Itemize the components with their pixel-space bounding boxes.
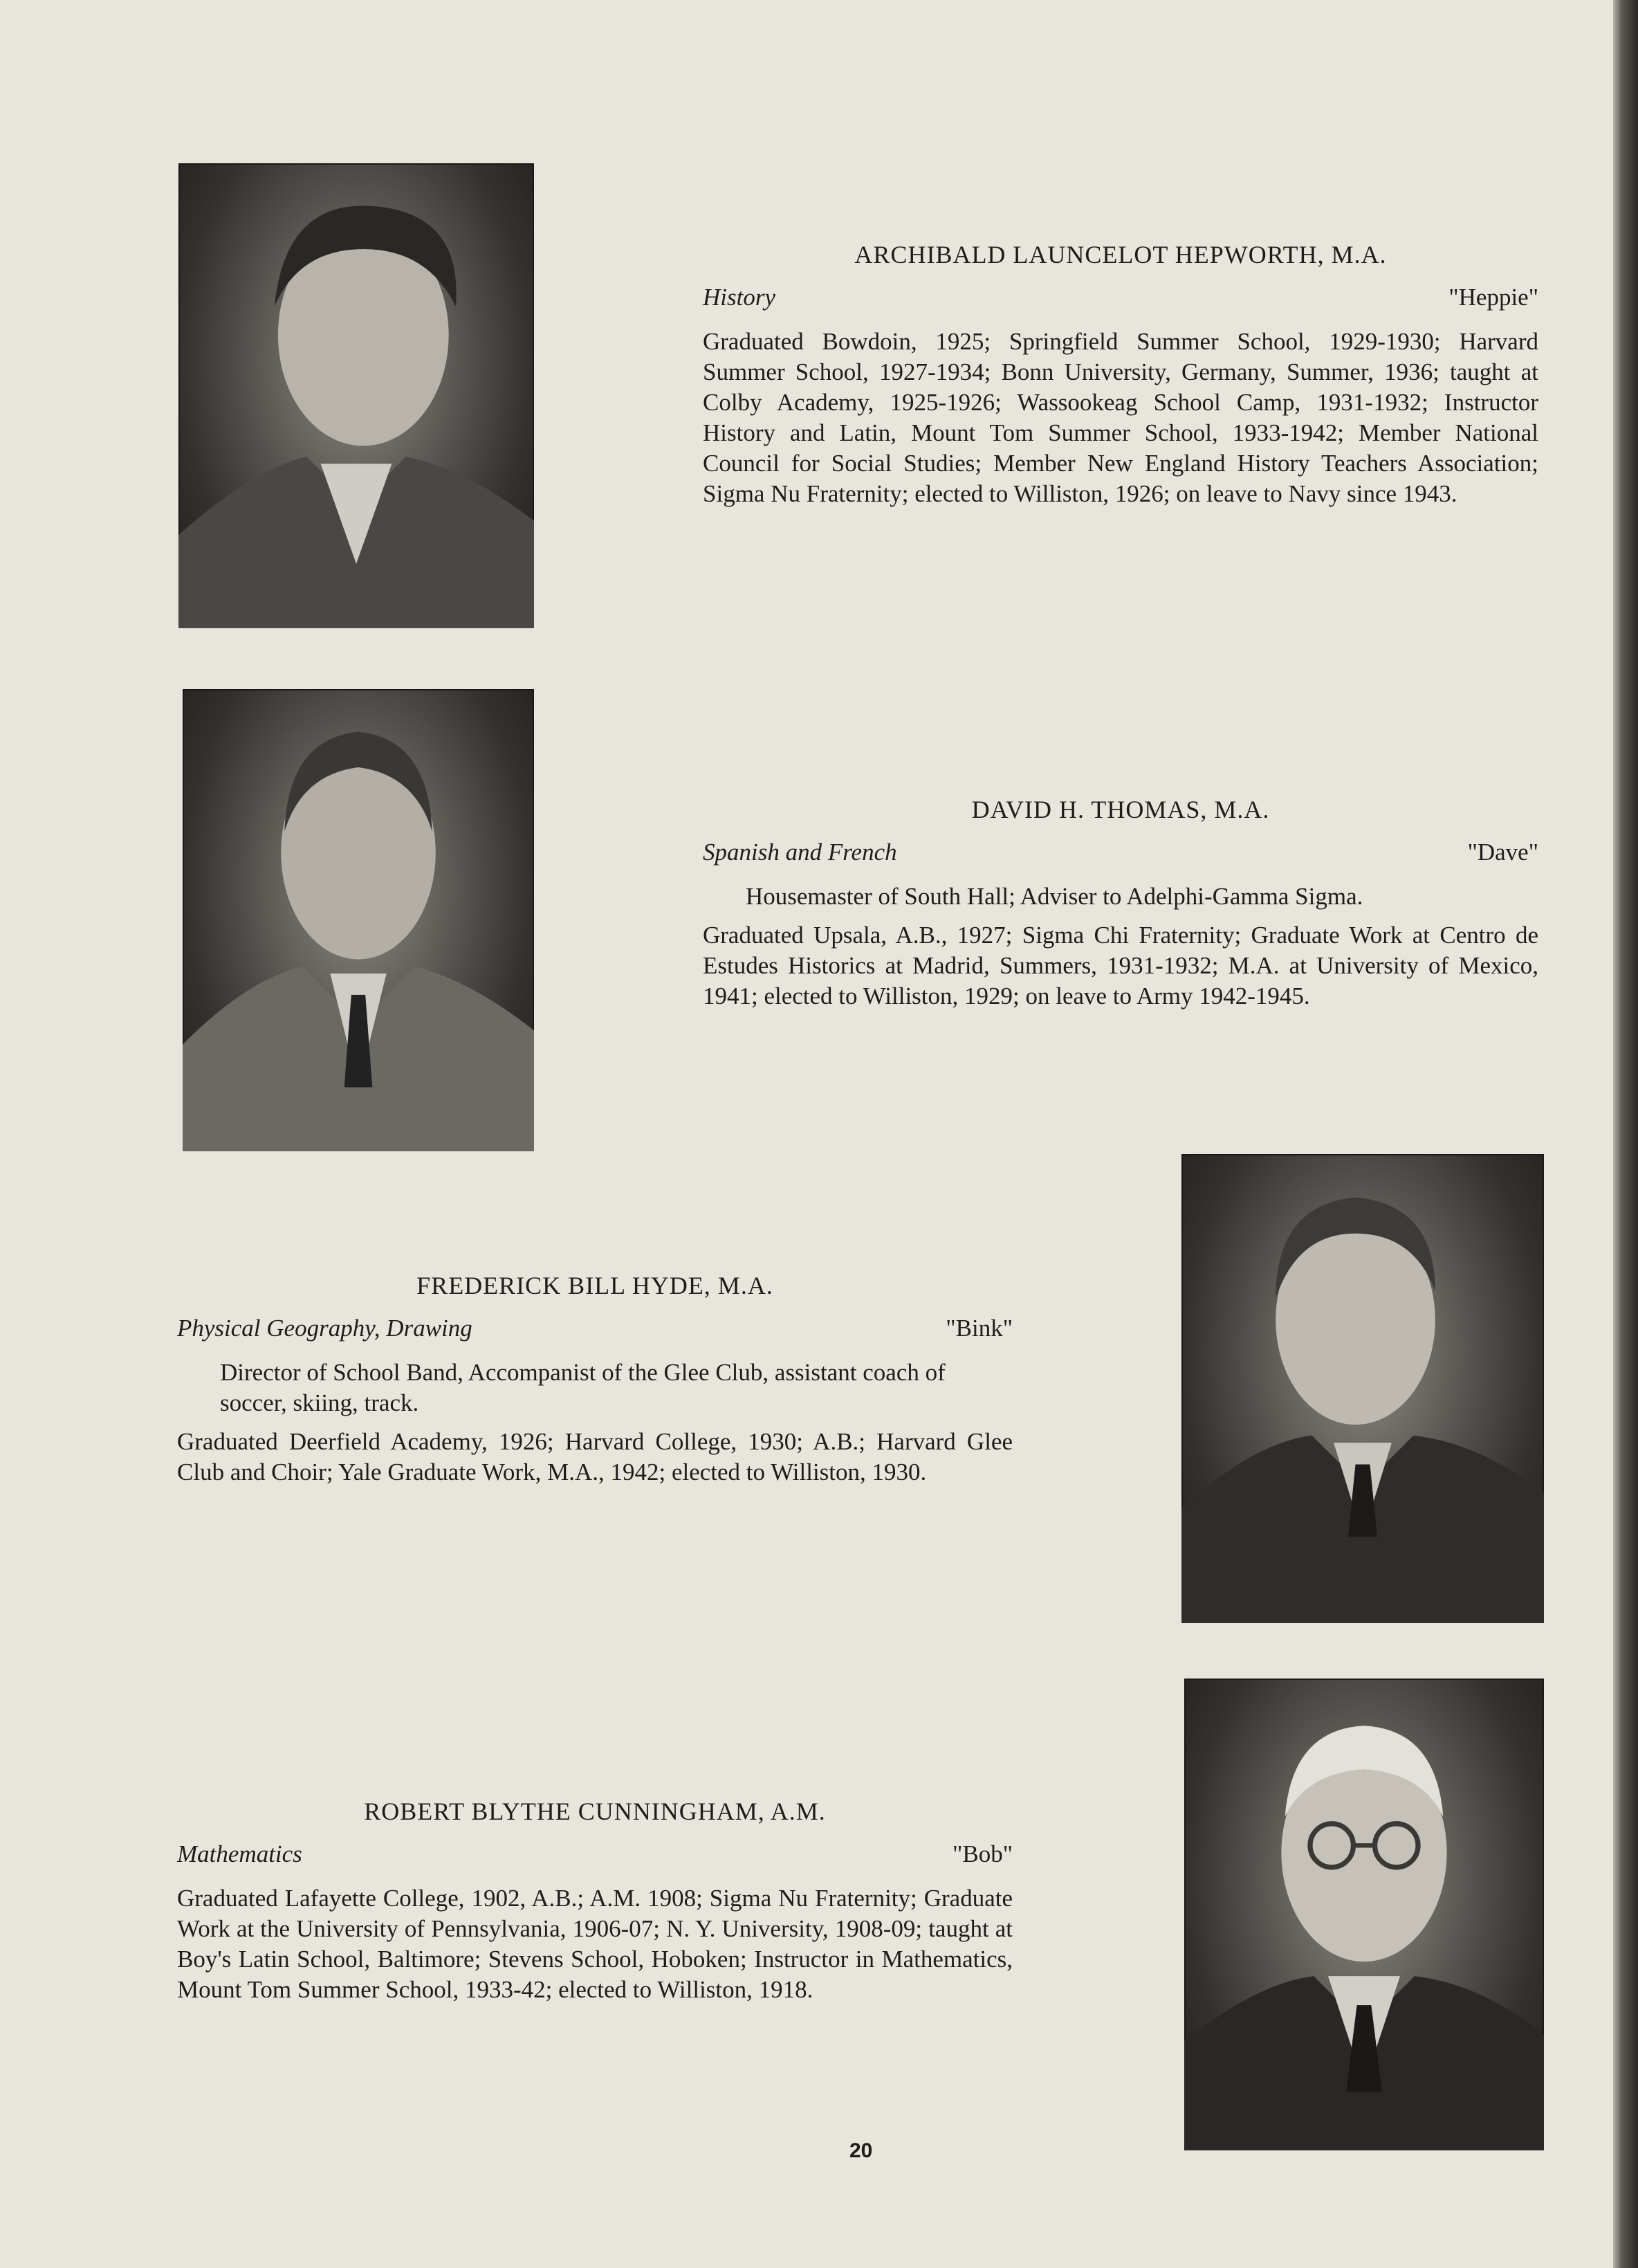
page-number: 20 (849, 2139, 873, 2162)
faculty-entry-thomas (703, 794, 1538, 1020)
page-binding-edge (1613, 0, 1638, 2268)
faculty-nickname: "Dave" (1467, 839, 1538, 866)
faculty-bio: Graduated Upsala, A.B., 1927; Sigma Chi Fraternity; Graduate Work at Centro de Estudes Historics at Madrid, Summers, 1931-1932; M.A. at University of Mexico, 1941; elected to Williston, 1929; on leave to Army 1942-1945. (703, 922, 1538, 1009)
faculty-duties: Director of School Band, Accompanist of the Glee Club, assistant coach of soccer, skiing, track. (220, 1359, 946, 1416)
faculty-bio: Graduated Bowdoin, 1925; Springfield Summer School, 1929-1930; Harvard Summer School, 1927-1934; Bonn University, Germany, Summer, 1936; taught at Colby Academy, 1925-1926; Wassookeag School Camp, 1931-1932; Instructor History and Latin, Mount Tom Summer School, 1933-1942; Member National Council for Social Studies; Member New England History Teachers Association; Sigma Nu Fraternity; elected to Williston, 1926; on leave to Navy since 1943. (703, 328, 1538, 507)
faculty-duties: Housemaster of South Hall; Adviser to Adelphi-Gamma Sigma. (746, 883, 1363, 910)
portrait-photo-hyde (1181, 1154, 1544, 1623)
faculty-subject: Spanish and French (703, 839, 897, 866)
faculty-name: DAVID H. THOMAS, M.A. (971, 796, 1270, 823)
portrait-photo-hepworth (178, 163, 534, 628)
faculty-subject: Mathematics (177, 1840, 302, 1867)
faculty-name: FREDERICK BILL HYDE, M.A. (416, 1272, 773, 1299)
faculty-entry-hyde (177, 1270, 1013, 1496)
faculty-entry-hepworth (703, 239, 1538, 518)
portrait-photo-thomas (183, 689, 534, 1151)
subject-line (177, 1313, 1013, 1344)
faculty-nickname: "Heppie" (1448, 284, 1538, 311)
subject-line (703, 837, 1538, 868)
faculty-subject: Physical Geography, Drawing (177, 1315, 472, 1342)
portrait-photo-cunningham (1184, 1679, 1544, 2150)
faculty-name: ROBERT BLYTHE CUNNINGHAM, A.M. (364, 1798, 826, 1825)
subject-line (177, 1839, 1013, 1869)
faculty-bio: Graduated Deerfield Academy, 1926; Harvard College, 1930; A.B.; Harvard Glee Club and Choir; Yale Graduate Work, M.A., 1942; elected to Williston, 1930. (177, 1428, 1013, 1485)
faculty-name: ARCHIBALD LAUNCELOT HEPWORTH, M.A. (854, 241, 1387, 268)
subject-line (703, 282, 1538, 313)
faculty-subject: History (703, 284, 775, 311)
faculty-entry-cunningham (177, 1796, 1013, 2013)
faculty-nickname: "Bob" (953, 1840, 1013, 1867)
faculty-bio: Graduated Lafayette College, 1902, A.B.; A.M. 1908; Sigma Nu Fraternity; Graduate Work at the University of Pennsylvania, 1906-07; N. Y. University, 1908-09; taught at Boy's Latin School, Baltimore; Stevens School, Hoboken; Instructor in Mathematics, Mount Tom Summer School, 1933-42; elected to Williston, 1918. (177, 1885, 1013, 2003)
faculty-nickname: "Bink" (946, 1315, 1013, 1342)
